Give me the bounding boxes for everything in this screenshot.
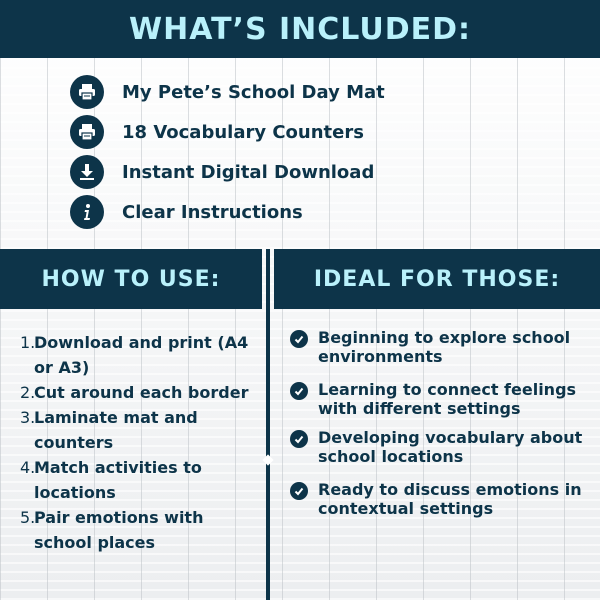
step-item: [20, 505, 250, 555]
step-number: 5.: [20, 508, 36, 527]
step-number: 4.: [20, 458, 36, 477]
ideal-text: Beginning to explore school environments: [318, 328, 571, 366]
ideal-text: Developing vocabulary about school locations: [318, 428, 583, 466]
ideal-text: Ready to discuss emotions in contextual settings: [318, 480, 582, 518]
whats-included-title: WHAT’S INCLUDED:: [129, 11, 471, 47]
ideal-for-banner: [274, 249, 600, 309]
included-item: [70, 112, 385, 152]
included-item: [70, 72, 385, 112]
included-label: Instant Digital Download: [122, 161, 375, 183]
step-item: [20, 330, 250, 380]
download-icon: [70, 155, 104, 189]
how-to-use-title: HOW TO USE:: [41, 266, 221, 292]
ideal-item: [290, 380, 590, 418]
included-item: [70, 192, 385, 232]
divider-ornament: [262, 454, 273, 465]
check-circle-icon: [290, 330, 308, 348]
step-item: [20, 455, 250, 505]
step-text: Cut around each border: [34, 383, 249, 402]
info-icon: [70, 195, 104, 229]
how-to-use-steps: [20, 330, 250, 555]
ideal-item: [290, 328, 590, 366]
printer-icon: [70, 115, 104, 149]
step-number: 2.: [20, 383, 36, 402]
included-label: Clear Instructions: [122, 201, 303, 223]
step-item: [20, 380, 250, 405]
step-number: 3.: [20, 408, 36, 427]
ideal-for-title: IDEAL FOR THOSE:: [313, 266, 561, 292]
included-list: [70, 72, 385, 232]
whats-included-banner: [0, 0, 600, 58]
check-circle-icon: [290, 482, 308, 500]
step-text: Laminate mat and counters: [34, 408, 198, 452]
ideal-item: [290, 480, 590, 518]
step-text: Match activities to locations: [34, 458, 202, 502]
step-text: Download and print (A4 or A3): [34, 333, 249, 377]
included-label: 18 Vocabulary Counters: [122, 121, 364, 143]
step-text: Pair emotions with school places: [34, 508, 204, 552]
column-divider: [266, 249, 270, 600]
included-item: [70, 152, 385, 192]
ideal-item: [290, 428, 590, 466]
step-number: 1.: [20, 333, 36, 352]
ideal-text: Learning to connect feelings with different settings: [318, 380, 577, 418]
step-item: [20, 405, 250, 455]
printer-icon: [70, 75, 104, 109]
check-circle-icon: [290, 430, 308, 448]
how-to-use-banner: [0, 249, 262, 309]
ideal-for-list: [290, 328, 590, 532]
check-circle-icon: [290, 382, 308, 400]
included-label: My Pete’s School Day Mat: [122, 81, 385, 103]
